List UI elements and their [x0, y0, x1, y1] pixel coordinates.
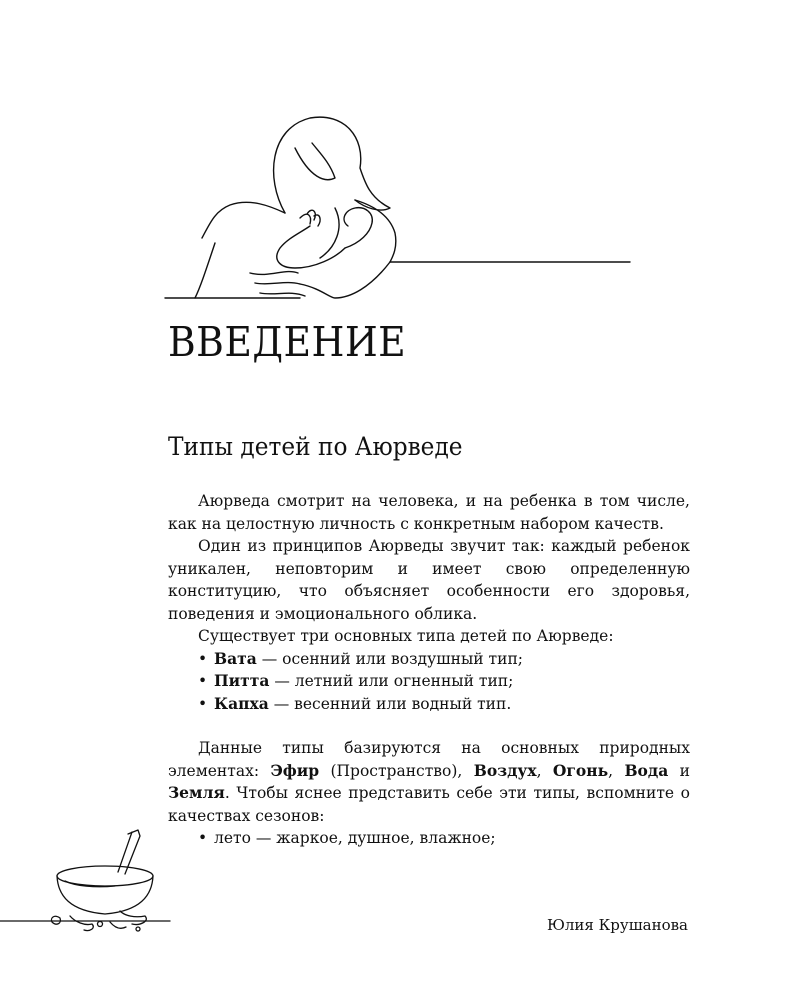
type-name: Капха — [214, 693, 269, 713]
bullet-icon: • — [198, 649, 208, 668]
mother-child-line-illustration — [160, 108, 640, 308]
paragraph-elements: Данные типы базируются на основных природных элементах: Эфир (Пространство), Воздух, Огонь, Вода и Земля. Чтобы яснее представить себе эти типы, вспомните о качествах сезонов: — [168, 739, 691, 825]
element-fire: Огонь — [552, 760, 609, 780]
mortar-pestle-line-illustration — [0, 826, 175, 946]
seasons-list — [168, 827, 690, 850]
chapter-heading: ВВЕДЕНИЕ — [168, 318, 407, 366]
section-subheading: Типы детей по Аюрведе — [168, 432, 463, 461]
list-item — [198, 670, 690, 693]
element-earth: Земля — [168, 783, 225, 802]
bullet-icon: • — [198, 672, 208, 690]
paragraph-gap — [168, 715, 690, 737]
list-item — [198, 693, 690, 716]
type-description: — летний или огненный тип; — [269, 672, 514, 690]
paragraph-three-types: Существует три основных типа детей по Аюрведе: — [198, 627, 614, 645]
list-item — [198, 827, 690, 850]
element-air: Воздух — [473, 760, 537, 780]
types-list — [168, 648, 690, 716]
bullet-icon: • — [198, 694, 208, 713]
season-description: лето — жаркое, душное, влажное; — [214, 829, 496, 847]
body-text — [168, 490, 690, 850]
bullet-icon: • — [198, 829, 208, 847]
author-footer: Юлия Крушанова — [547, 916, 688, 934]
element-water: Вода — [624, 760, 669, 780]
paragraph-constitution: Один из принципов Аюрведы звучит так: каждый ребенок уникален, неповторим и имеет свою определенную конституцию, что объясняет особенности его здоровья, поведения и эмоционального облика. — [168, 537, 690, 623]
type-name: Питта — [214, 671, 270, 690]
list-item — [198, 648, 690, 671]
element-ether: Эфир — [270, 760, 320, 780]
paragraph-ayurveda-intro: Аюрведа смотрит на человека, и на ребенка в том числе, как на целостную личность с конкретным набором качеств. — [168, 492, 690, 533]
type-description: — осенний или воздушный тип; — [256, 649, 523, 668]
type-name: Вата — [214, 648, 257, 668]
type-description: — весенний или водный тип. — [268, 694, 512, 713]
